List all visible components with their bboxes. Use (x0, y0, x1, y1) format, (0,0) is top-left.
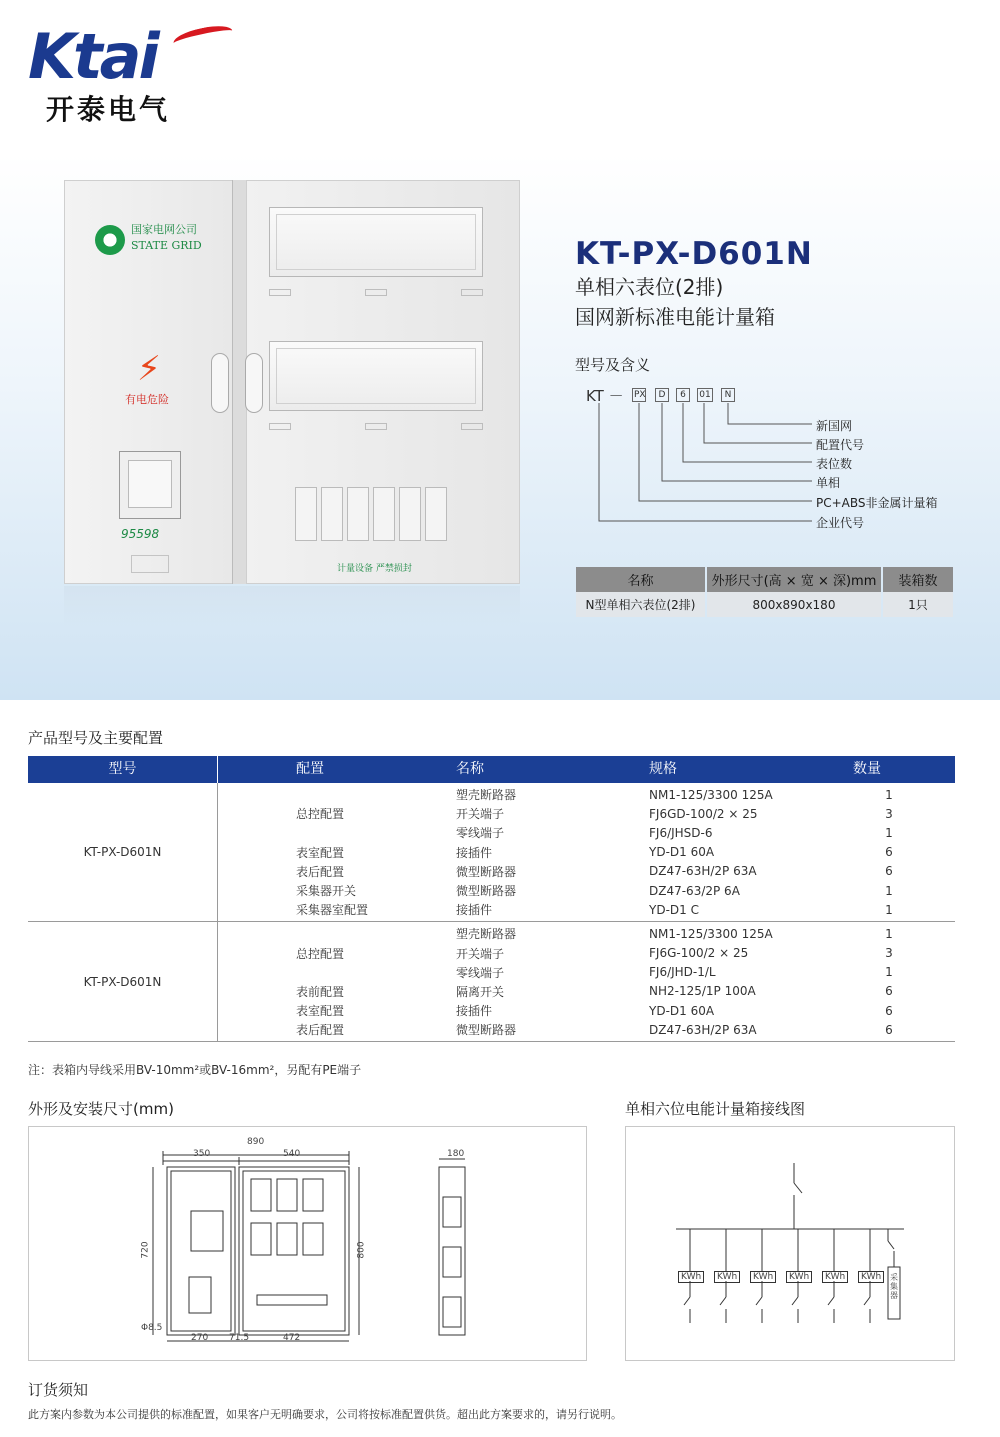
config-header-model: 型号 (28, 756, 218, 783)
door-slot (131, 555, 169, 573)
meaning-label-2: 配置代号 (816, 438, 865, 452)
config-cell-qty: 6 (885, 1003, 893, 1018)
config-cell-qty: 6 (885, 845, 893, 860)
collector-label: 采集器 (890, 1273, 898, 1300)
spec-table (574, 567, 955, 617)
config-cell-qty: 3 (885, 946, 893, 961)
wiring-title: 单相六位电能计量箱接线图 (625, 1100, 806, 1118)
state-grid-en: STATE GRID (131, 239, 202, 252)
wiring-diagram-box (625, 1126, 955, 1361)
config-cell-cfg: 表室配置 (296, 845, 345, 860)
dimensions-drawing (29, 1127, 586, 1360)
dim-bottom-right: 472 (283, 1333, 301, 1343)
meter-3: KWh (750, 1271, 776, 1283)
lightning-icon: ⚡ (137, 349, 161, 389)
config-note: 注：表箱内导线采用BV-10mm²或BV-16mm²，另配有PE端子 (28, 1063, 362, 1077)
code-part-6: 6 (676, 388, 690, 402)
config-cell-spec: YD-D1 C (649, 902, 699, 917)
code-part-01: 01 (697, 388, 713, 402)
label-tabs-top (269, 289, 483, 296)
config-cell-cfg: 采集器室配置 (296, 903, 369, 918)
dim-left-width: 350 (193, 1149, 211, 1159)
config-cell-name: 微型断路器 (456, 864, 517, 879)
config-cell-spec: FJ6/JHSD-6 (649, 825, 713, 840)
spec-cell-qty: 1只 (883, 592, 953, 617)
dimensions-drawing-box (28, 1126, 587, 1361)
state-grid-cn: 国家电网公司 (131, 223, 197, 236)
hotline-badge: 95598 (121, 527, 160, 541)
right-door (246, 180, 520, 584)
brand-logo (28, 22, 218, 128)
logo-mark: Ktai (28, 20, 157, 93)
product-model: KT-PX-D601N (575, 236, 813, 272)
config-cell-spec: FJ6GD-100/2 × 25 (649, 806, 758, 821)
config-cell-qty: 1 (885, 787, 893, 802)
config-cell-qty: 1 (885, 965, 893, 980)
config-cell-name: 微型断路器 (456, 1023, 517, 1038)
config-cell-name: 接插件 (456, 1004, 493, 1019)
config-cell-name: 塑壳断路器 (456, 927, 517, 942)
meaning-label-4: 单相 (816, 476, 841, 490)
config-cell-qty: 1 (885, 902, 893, 917)
config-cell-cfg: 总控配置 (296, 946, 345, 961)
config-header-spec: 规格 (649, 761, 677, 777)
config-cell-qty: 1 (885, 883, 893, 898)
ordering-text: 此方案内参数为本公司提供的标准配置，如果客户无明确要求，公司将按标准配置供货。超出此方案要求的，请另行说明。 (28, 1408, 622, 1421)
code-part-px: PX (634, 390, 646, 400)
dim-height-right: 800 (356, 1241, 367, 1259)
brand-name: 开泰电气 (46, 93, 171, 126)
spec-cell-size: 800x890x180 (707, 592, 881, 617)
left-handle (211, 353, 229, 413)
left-door (64, 180, 234, 584)
spec-header-name: 名称 (576, 567, 705, 592)
config-cell-name: 微型断路器 (456, 884, 517, 899)
wiring-diagram (626, 1127, 954, 1360)
config-cell-name: 开关端子 (456, 807, 505, 822)
config-cell-cfg: 表后配置 (296, 1023, 345, 1038)
config-cell-spec: NH2-125/1P 100A (649, 984, 756, 999)
meaning-tree-lines (590, 400, 820, 525)
spec-header-qty: 装箱数 (883, 567, 953, 592)
dim-depth: 180 (447, 1149, 465, 1159)
config-group (28, 922, 955, 1042)
meter-window-bottom (269, 341, 483, 411)
config-cell-name: 塑壳断路器 (456, 788, 517, 803)
meaning-label-5: PC+ABS非金属计量箱 (816, 496, 938, 510)
code-prefix: KT － (586, 387, 624, 405)
meaning-title: 型号及含义 (575, 356, 651, 374)
meter-1: KWh (678, 1271, 704, 1283)
meaning-label-1: 新国网 (816, 419, 853, 433)
meter-4: KWh (786, 1271, 812, 1283)
danger-label: 有电危险 (125, 393, 169, 406)
config-group (28, 783, 955, 922)
config-cell-qty: 1 (885, 926, 893, 941)
config-cell-qty: 6 (885, 1022, 893, 1037)
spec-header-size: 外形尺寸(高 × 宽 × 深)mm (707, 567, 881, 592)
meter-6: KWh (858, 1271, 884, 1283)
config-model-cell: KT-PX-D601N (28, 783, 218, 921)
config-cell-spec: FJ6G-100/2 × 25 (649, 946, 749, 961)
code-part-d: D (655, 388, 669, 402)
config-cell-cfg: 表前配置 (296, 984, 345, 999)
meaning-label-6: 企业代号 (816, 516, 865, 530)
config-header-qty: 数量 (853, 761, 881, 777)
config-cell-spec: NM1-125/3300 125A (649, 926, 773, 941)
meter-5: KWh (822, 1271, 848, 1283)
config-header-cfg: 配置 (296, 761, 324, 777)
meter-2: KWh (714, 1271, 740, 1283)
config-cell-qty: 6 (885, 864, 893, 879)
config-cell-name: 零线端子 (456, 826, 505, 841)
label-tabs-bottom (269, 423, 483, 430)
config-cell-name: 接插件 (456, 903, 493, 918)
config-cell-spec: DZ47-63H/2P 63A (649, 1022, 757, 1037)
state-grid-icon (95, 225, 125, 255)
config-header (28, 756, 955, 783)
config-cell-spec: FJ6/JHD-1/L (649, 965, 716, 980)
dim-right-width: 540 (283, 1149, 301, 1159)
config-cell-name: 隔离开关 (456, 984, 505, 999)
config-table (28, 756, 955, 1042)
config-cell-qty: 1 (885, 825, 893, 840)
dim-bottom-mid: 71.5 (229, 1333, 250, 1343)
config-cell-spec: NM1-125/3300 125A (649, 787, 773, 802)
config-cell-qty: 6 (885, 984, 893, 999)
spec-cell-name: N型单相六表位(2排) (576, 592, 705, 617)
dim-height-left: 720 (140, 1241, 151, 1259)
config-header-name: 名称 (456, 761, 484, 777)
product-photo (64, 180, 520, 584)
dim-total-width: 890 (247, 1137, 265, 1147)
collector-window (119, 451, 181, 519)
config-cell-spec: YD-D1 60A (649, 845, 715, 860)
config-cell-spec: DZ47-63/2P 6A (649, 883, 740, 898)
config-cell-spec: DZ47-63H/2P 63A (649, 864, 757, 879)
config-body (28, 783, 955, 1042)
config-cell-spec: YD-D1 60A (649, 1003, 715, 1018)
ordering-title: 订货须知 (28, 1381, 89, 1399)
config-cell-cfg: 采集器开关 (296, 884, 357, 899)
config-cell-name: 零线端子 (456, 965, 505, 980)
meaning-label-3: 表位数 (816, 457, 853, 471)
product-subtitle-2: 国网新标准电能计量箱 (575, 305, 775, 329)
photo-reflection (64, 586, 520, 626)
config-cell-cfg: 总控配置 (296, 807, 345, 822)
config-cell-name: 接插件 (456, 845, 493, 860)
config-cell-cfg: 表后配置 (296, 864, 345, 879)
dim-bottom-left: 270 (191, 1333, 209, 1343)
code-part-n: N (721, 388, 735, 402)
right-handle (245, 353, 263, 413)
config-cell-qty: 3 (885, 806, 893, 821)
product-subtitle-1: 单相六表位(2排) (575, 275, 724, 299)
config-cell-cfg: 表室配置 (296, 1004, 345, 1019)
title-block (575, 236, 975, 332)
config-cell-name: 开关端子 (456, 946, 505, 961)
dim-hole: Φ8.5 (141, 1323, 163, 1333)
cabinet-footer-text: 计量设备 严禁损封 (337, 564, 412, 574)
breaker-row (295, 487, 447, 541)
config-model-cell: KT-PX-D601N (28, 922, 218, 1041)
config-title: 产品型号及主要配置 (28, 729, 164, 747)
meter-window-top (269, 207, 483, 277)
dimensions-title: 外形及安装尺寸(mm) (28, 1100, 174, 1118)
